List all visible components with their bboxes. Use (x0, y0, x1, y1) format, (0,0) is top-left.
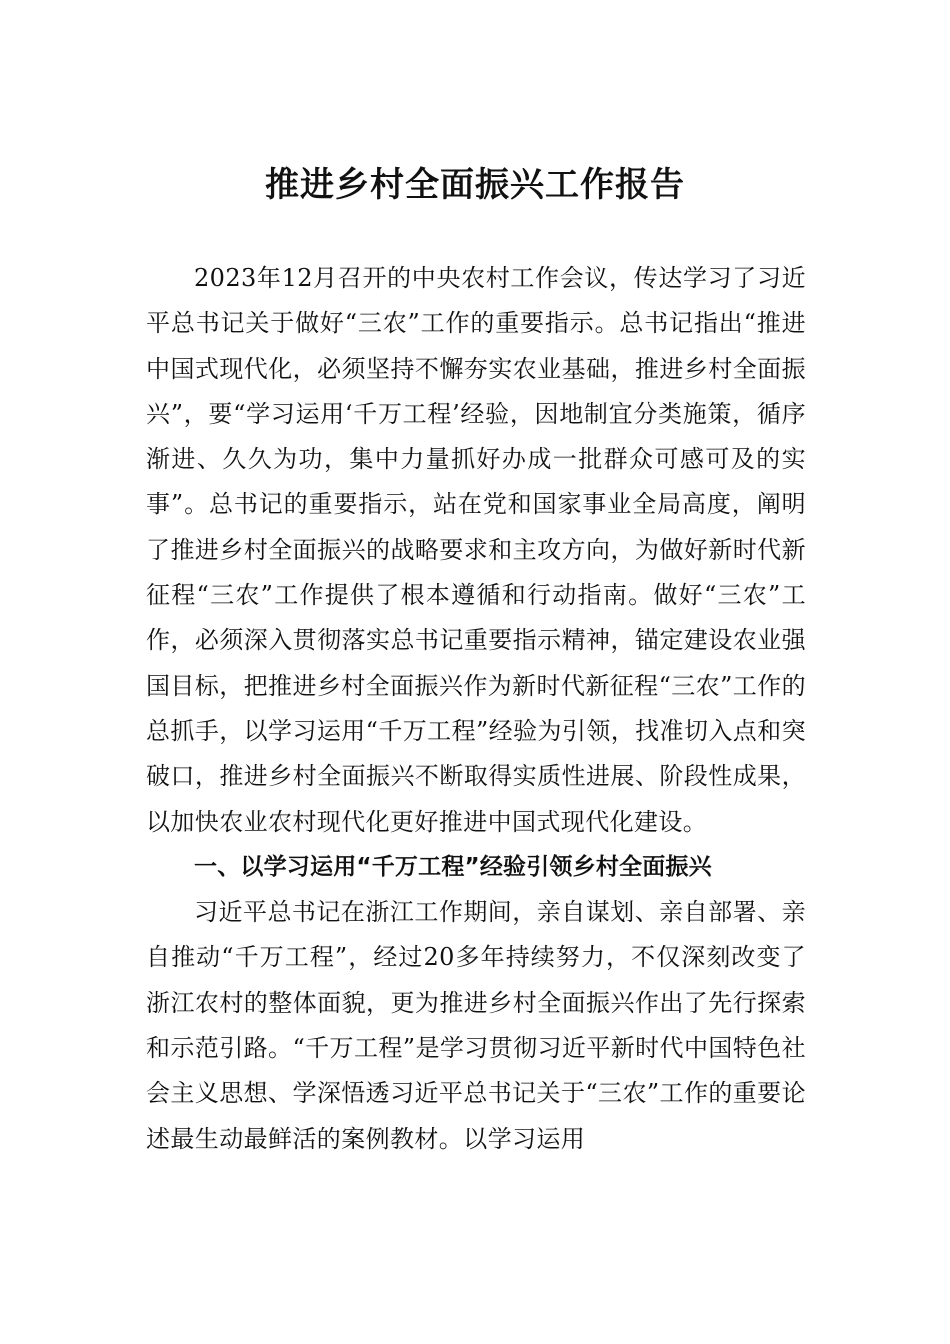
section-1-paragraph: 习近平总书记在浙江工作期间，亲自谋划、亲自部署、亲自推动“千万工程”，经过20多年持续努力，不仅深刻改变了浙江农村的整体面貌，更为推进乡村全面振兴作出了先行探索和示范引路。“千万工程”是学习贯彻习近平新时代中国特色社会主义思想、学深悟透习近平总书记关于“三农”工作的重要论述最生动最鲜活的案例教材。以学习运用 (146, 898, 806, 1153)
document-body (146, 256, 806, 1162)
intro-paragraph: 2023年12月召开的中央农村工作会议，传达学习了习近平总书记关于做好“三农”工作的重要指示。总书记指出“推进中国式现代化，必须坚持不懈夯实农业基础，推进乡村全面振兴”，要“学习运用‘千万工程’经验，因地制宜分类施策，循序渐进、久久为功，集中力量抓好办成一批群众可感可及的实事”。总书记的重要指示，站在党和国家事业全局高度，阐明了推进乡村全面振兴的战略要求和主攻方向，为做好新时代新征程“三农”工作提供了根本遵循和行动指南。做好“三农”工作，必须深入贯彻落实总书记重要指示精神，锚定建设农业强国目标，把推进乡村全面振兴作为新时代新征程“三农”工作的总抓手，以学习运用“千万工程”经验为引领，找准切入点和突破口，推进乡村全面振兴不断取得实质性进展、阶段性成果，以加快农业农村现代化更好推进中国式现代化建设。 (146, 264, 806, 836)
section-1-heading: 一、以学习运用“千万工程”经验引领乡村全面振兴 (194, 853, 712, 880)
document-title: 推进乡村全面振兴工作报告 (265, 165, 685, 205)
